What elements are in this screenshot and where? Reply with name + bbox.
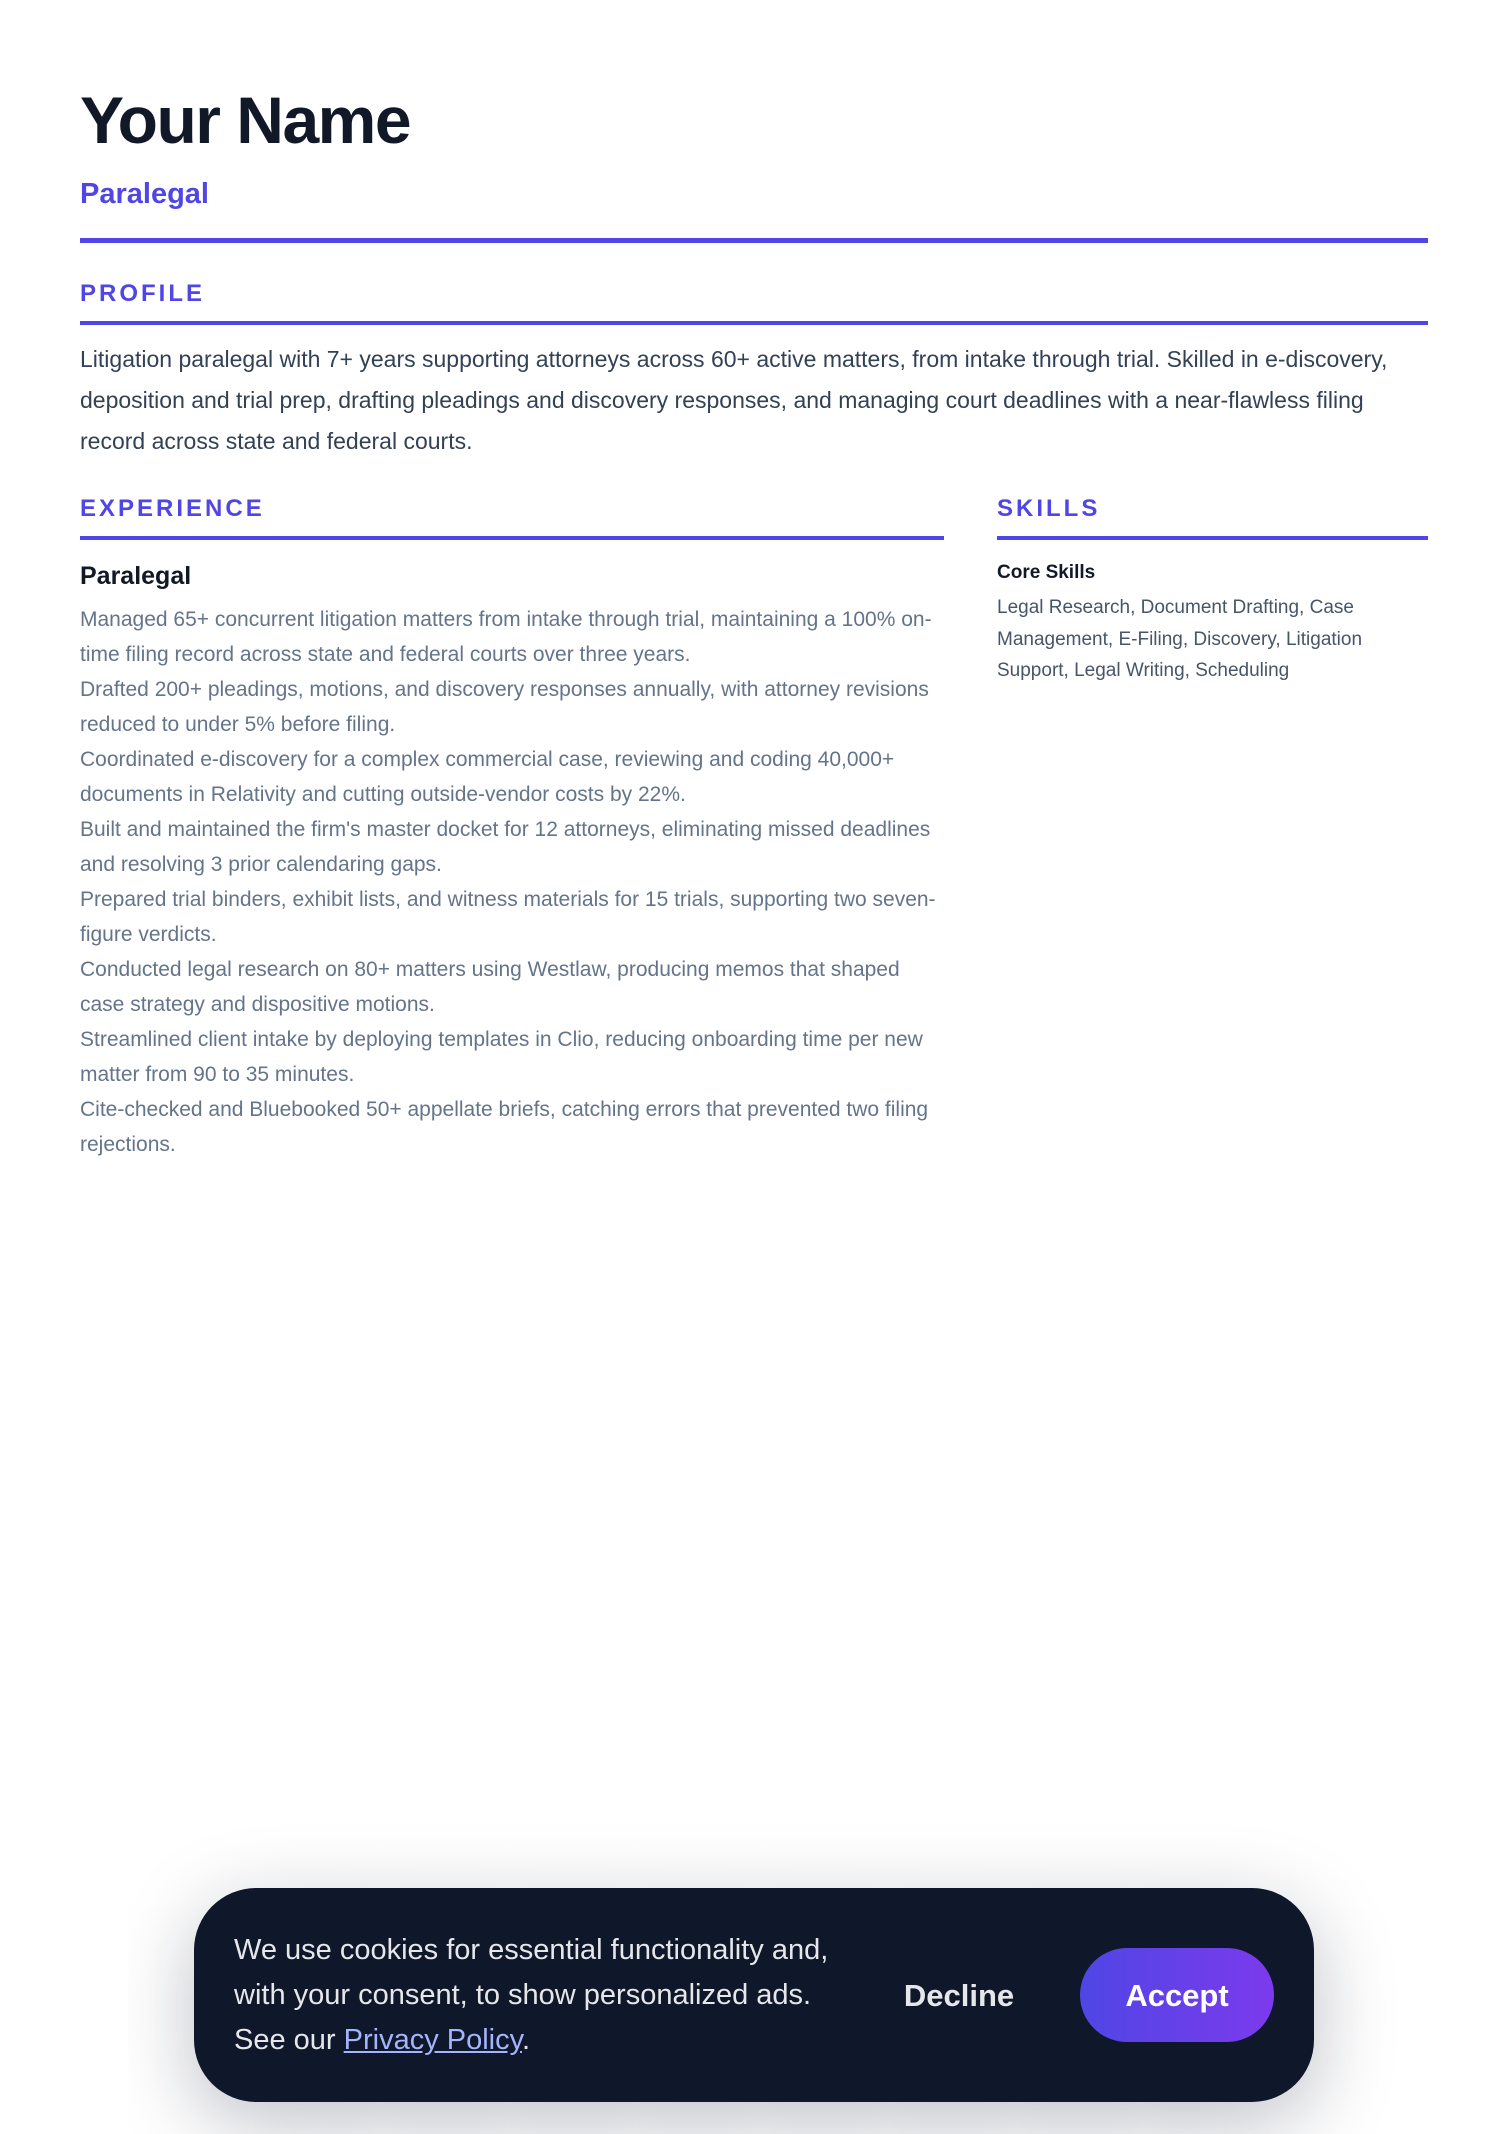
- experience-bullet: Streamlined client intake by deploying templates in Clio, reducing onboarding time per new matter from 90 to 35 minutes.: [80, 1028, 923, 1086]
- experience-bullet: Prepared trial binders, exhibit lists, and witness materials for 15 trials, supporting two seven-figure verdicts.: [80, 888, 936, 946]
- experience-bullet: Built and maintained the firm's master docket for 12 attorneys, eliminating missed deadlines and resolving 3 prior calendaring gaps.: [80, 818, 931, 876]
- profile-heading: PROFILE: [80, 280, 206, 307]
- experience-bullets: [80, 602, 944, 1162]
- experience-bullet: Managed 65+ concurrent litigation matters from intake through trial, maintaining a 100% on-time filing record across state and federal courts over three years.: [80, 608, 932, 666]
- candidate-name: Your Name: [80, 83, 411, 157]
- accept-button[interactable]: Accept: [1080, 1948, 1274, 2042]
- experience-section: [80, 494, 944, 1162]
- skill-list: Legal Research, Document Drafting, Case Management, E-Filing, Discovery, Litigation Support, Legal Writing, Scheduling: [997, 597, 1363, 681]
- skills-heading: SKILLS: [997, 495, 1101, 522]
- profile-divider: [80, 321, 1428, 325]
- experience-bullet: Conducted legal research on 80+ matters using Westlaw, producing memos that shaped case strategy and dispositive motions.: [80, 958, 900, 1016]
- experience-divider: [80, 536, 944, 540]
- skills-divider: [997, 536, 1428, 540]
- skill-group-label: Core Skills: [997, 562, 1096, 583]
- experience-heading: EXPERIENCE: [80, 495, 265, 522]
- resume-columns: [80, 494, 1428, 1194]
- experience-bullet: Drafted 200+ pleadings, motions, and discovery responses annually, with attorney revisions reduced to under 5% before filing.: [80, 678, 929, 736]
- profile-text: Litigation paralegal with 7+ years supporting attorneys across 60+ active matters, from intake through trial. Skilled in e-discovery, deposition and trial prep, drafting pleadings and discovery responses, and managing court deadlines with a near-flawless filing record across state and federal courts.: [80, 346, 1388, 454]
- cookie-message-text: We use cookies for essential functionality and, with your consent, to show personalized ads. See our: [234, 1934, 829, 2056]
- candidate-title: Paralegal: [80, 178, 209, 210]
- experience-bullet: Coordinated e-discovery for a complex commercial case, reviewing and coding 40,000+ documents in Relativity and cutting outside-vendor costs by 22%.: [80, 748, 895, 806]
- header-divider: [80, 238, 1428, 243]
- cookie-banner: [194, 1888, 1314, 2102]
- cookie-message-end: .: [521, 2024, 531, 2056]
- resume: [80, 80, 1428, 1194]
- privacy-policy-link[interactable]: Privacy Policy: [343, 2024, 522, 2056]
- cookie-message: [234, 1928, 854, 2063]
- experience-bullet: Cite-checked and Bluebooked 50+ appellate briefs, catching errors that prevented two filing rejections.: [80, 1098, 929, 1156]
- job-title: Paralegal: [80, 562, 192, 590]
- decline-button[interactable]: Decline: [884, 1948, 1034, 2042]
- skills-section: [997, 494, 1428, 687]
